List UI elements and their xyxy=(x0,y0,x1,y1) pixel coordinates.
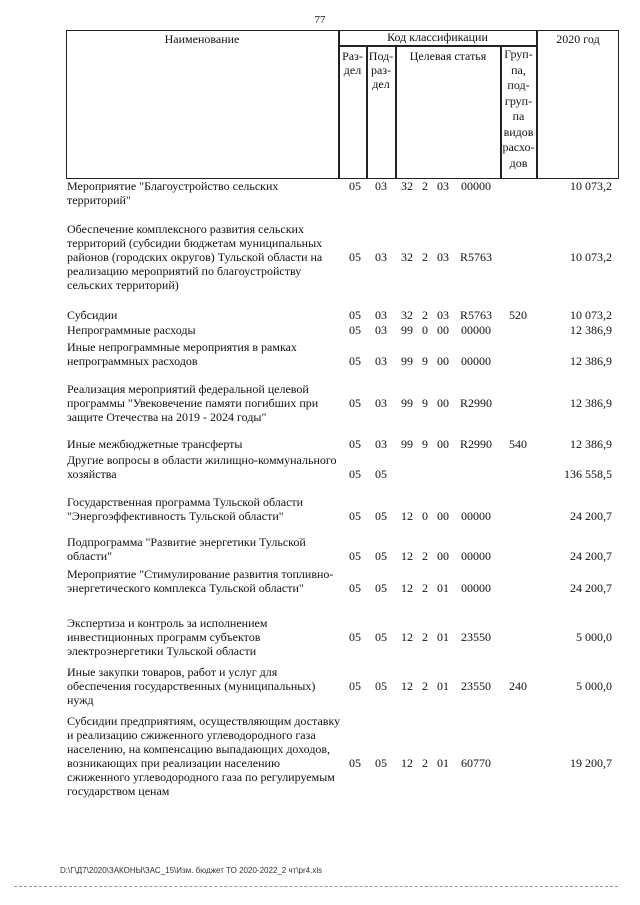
row-code-r: 05 xyxy=(349,396,361,410)
row-code-p: 03 xyxy=(375,437,387,451)
row-code-a: 32 xyxy=(401,250,413,264)
row-code-a: 12 xyxy=(401,630,413,644)
row-code-d: R5763 xyxy=(459,250,492,264)
row-code-b: 2 xyxy=(422,549,428,563)
row-code-a: 99 xyxy=(401,323,413,337)
bottom-divider xyxy=(14,886,618,887)
row-name: Иные закупки товаров, работ и услуг для обеспечения государственных (муниципальных) нужд xyxy=(67,665,316,707)
row-code-cc: 00 xyxy=(437,509,449,523)
row-amount: 24 200,7 xyxy=(570,549,612,563)
row-code-a: 99 xyxy=(401,396,413,410)
row-amount: 5 000,0 xyxy=(576,630,612,644)
row-code-d: 00000 xyxy=(461,354,491,368)
row-code-p: 05 xyxy=(375,630,387,644)
row-code-r: 05 xyxy=(349,756,361,770)
row-amount: 12 386,9 xyxy=(570,323,612,337)
row-code-p: 05 xyxy=(375,581,387,595)
row-code-cc: 00 xyxy=(437,437,449,451)
row-code-r: 05 xyxy=(349,179,361,193)
row-code-d: 23550 xyxy=(461,679,491,693)
row-code-d: 00000 xyxy=(461,509,491,523)
row-amount: 12 386,9 xyxy=(570,396,612,410)
row-code-p: 03 xyxy=(375,308,387,322)
row-code-d: 60770 xyxy=(461,756,491,770)
row-code-a: 12 xyxy=(401,549,413,563)
page-number: 77 xyxy=(314,14,326,26)
row-code-d: 00000 xyxy=(461,581,491,595)
row-code-p: 05 xyxy=(375,509,387,523)
row-code-b: 9 xyxy=(422,437,428,451)
row-code-b: 2 xyxy=(422,756,428,770)
row-code-b: 2 xyxy=(422,179,428,193)
row-code-p: 03 xyxy=(375,323,387,337)
row-code-cc: 01 xyxy=(437,679,449,693)
row-code-p: 05 xyxy=(375,679,387,693)
row-name: Реализация мероприятий федеральной целевой программы "Увековечение памяти погибших при защите Отечества на 2019 - 2024 годы" xyxy=(67,382,319,424)
row-code-p: 03 xyxy=(375,179,387,193)
row-code-d: 00000 xyxy=(461,549,491,563)
row-code-r: 05 xyxy=(349,679,361,693)
row-code-b: 2 xyxy=(422,308,428,322)
row-code-r: 05 xyxy=(349,437,361,451)
row-code-a: 12 xyxy=(401,581,413,595)
row-code-cc: 03 xyxy=(437,250,449,264)
row-code-d: R2990 xyxy=(459,437,492,451)
row-name: Непрограммные расходы xyxy=(67,323,196,337)
row-code-cc: 01 xyxy=(437,630,449,644)
row-code-cc: 01 xyxy=(437,581,449,595)
table-header xyxy=(66,30,618,178)
row-code-g: 540 xyxy=(509,437,527,451)
row-amount: 136 558,5 xyxy=(564,467,612,481)
footer-path: D:\Г\Д7\2020\ЗАКОНЫ\ЗАС_15\Изм. бюджет ТО 2020-2022_2 чт\pr4.xls xyxy=(60,866,323,875)
row-code-b: 2 xyxy=(422,581,428,595)
row-code-r: 05 xyxy=(349,250,361,264)
row-code-p: 03 xyxy=(375,354,387,368)
row-code-d: R5763 xyxy=(459,308,492,322)
row-code-d: 00000 xyxy=(461,323,491,337)
header-year: 2020 год xyxy=(556,32,600,46)
header-section: Раз- дел xyxy=(342,49,363,77)
row-code-a: 99 xyxy=(401,437,413,451)
row-name: Мероприятие "Благоустройство сельских территорий" xyxy=(67,179,279,207)
row-name: Другие вопросы в области жилищно-коммунального хозяйства xyxy=(67,453,337,481)
row-code-cc: 00 xyxy=(437,323,449,337)
row-code-cc: 01 xyxy=(437,756,449,770)
header-name: Наименование xyxy=(164,32,240,46)
row-name: Иные межбюджетные трансферты xyxy=(67,437,243,451)
row-code-p: 03 xyxy=(375,250,387,264)
row-amount: 12 386,9 xyxy=(570,354,612,368)
row-amount: 19 200,7 xyxy=(570,756,612,770)
row-code-b: 2 xyxy=(422,630,428,644)
row-code-p: 03 xyxy=(375,396,387,410)
row-amount: 10 073,2 xyxy=(570,308,612,322)
row-code-r: 05 xyxy=(349,509,361,523)
row-code-cc: 00 xyxy=(437,396,449,410)
row-code-cc: 03 xyxy=(437,179,449,193)
row-code-g: 520 xyxy=(509,308,527,322)
row-code-b: 0 xyxy=(422,509,428,523)
row-name: Государственная программа Тульской области "Энергоэффективность Тульской области" xyxy=(67,495,304,523)
row-code-cc: 03 xyxy=(437,308,449,322)
row-code-r: 05 xyxy=(349,323,361,337)
row-code-b: 0 xyxy=(422,323,428,337)
row-code-g: 240 xyxy=(509,679,527,693)
row-code-a: 12 xyxy=(401,509,413,523)
header-subsection: Под- раз- дел xyxy=(368,49,394,91)
row-code-b: 9 xyxy=(422,396,428,410)
row-code-a: 12 xyxy=(401,756,413,770)
row-code-r: 05 xyxy=(349,467,361,481)
row-code-r: 05 xyxy=(349,630,361,644)
row-code-a: 99 xyxy=(401,354,413,368)
header-code-group: Код классификации xyxy=(387,30,488,44)
row-name: Обеспечение комплексного развития сельских территорий (субсидии бюджетам муниципальных районов (городских округов) Тульской области на реализацию мероприятий по благоустройству сельских территорий) xyxy=(67,222,323,292)
row-code-r: 05 xyxy=(349,581,361,595)
row-amount: 10 073,2 xyxy=(570,179,612,193)
row-code-r: 05 xyxy=(349,549,361,563)
row-amount: 24 200,7 xyxy=(570,581,612,595)
row-code-cc: 00 xyxy=(437,354,449,368)
row-amount: 12 386,9 xyxy=(570,437,612,451)
row-code-r: 05 xyxy=(349,308,361,322)
header-group: Груп- па, под- груп- па видов расхо- дов xyxy=(502,47,535,170)
row-name: Мероприятие "Стимулирование развития топливно-энергетического комплекса Тульской области" xyxy=(67,567,334,595)
row-amount: 10 073,2 xyxy=(570,250,612,264)
row-code-d: 00000 xyxy=(461,179,491,193)
row-name: Субсидии предприятиям, осуществляющим доставку и реализацию сжиженного углеводородного газа населению, на компенсацию выпадающих доходов, возникающих при реализации населению сжиженного углеводородного газа по регулируемым государством ценам xyxy=(67,714,341,798)
row-code-b: 2 xyxy=(422,250,428,264)
row-code-a: 32 xyxy=(401,179,413,193)
row-code-p: 05 xyxy=(375,756,387,770)
row-code-b: 2 xyxy=(422,679,428,693)
header-target-article: Целевая статья xyxy=(409,49,487,63)
row-code-a: 32 xyxy=(401,308,413,322)
row-code-b: 9 xyxy=(422,354,428,368)
row-amount: 24 200,7 xyxy=(570,509,612,523)
row-name: Подпрограмма "Развитие энергетики Тульской области" xyxy=(67,535,306,563)
row-code-r: 05 xyxy=(349,354,361,368)
row-name: Иные непрограммные мероприятия в рамках непрограммных расходов xyxy=(67,340,297,368)
row-amount: 5 000,0 xyxy=(576,679,612,693)
row-code-d: R2990 xyxy=(459,396,492,410)
row-name: Субсидии xyxy=(67,308,118,322)
row-code-d: 23550 xyxy=(461,630,491,644)
row-name: Экспертиза и контроль за исполнением инвестиционных программ субъектов электроэнергетики Тульской области xyxy=(67,616,268,658)
row-code-cc: 00 xyxy=(437,549,449,563)
row-code-p: 05 xyxy=(375,467,387,481)
row-code-a: 12 xyxy=(401,679,413,693)
row-code-p: 05 xyxy=(375,549,387,563)
